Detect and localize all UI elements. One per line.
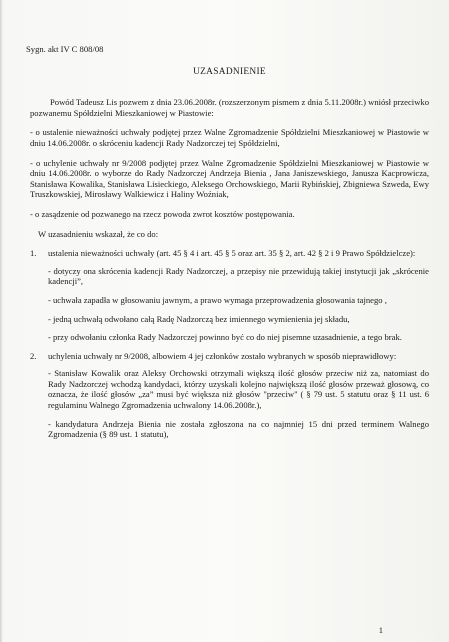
claim-item-2: - o uchylenie uchwały nr 9/2008 podjętej przez Walne Zgromadzenie Spółdzielni Mieszkaniowej w Piastowie w dniu 14.06.2008r. o wyborze do Rady Nadzorczej Andrzeja Bienia , Jana Janiszewskiego, Janusza Kacprowicza, Stanisława Kowalika, Stanisława Lisieckiego, Aleksego Orchowskiego, Marii Rybińskiej, Zbigniewa Szweda, Ewy Truszkowskiej, Mirosławy Walkiewicz i Haliny Woźniak, bbox=[30, 157, 429, 200]
claim-item-3: - o zasądzenie od pozwanego na rzecz powoda zwrot kosztów postępowania. bbox=[30, 208, 295, 219]
point-2-number: 2. bbox=[30, 350, 37, 361]
case-signature: Sygn. akt IV C 808/08 bbox=[26, 44, 104, 54]
point-2-sub-1: - Stanisław Kowalik oraz Aleksy Orchowski otrzymali większą ilość głosów przeciw niż za, natomiast do Rady Nadzorczej wchodzą kandydaci, którzy uzyskali kolejno największą ilość głosów przeważ głosową, co oznacza, że ilość głosów „za” musi być większa niż głosów "przeciw" ( § 79 ust. 5 statutu oraz § 11 ust. 6 regulaminu Walnego Zgromadzenia uchwalony 14.06.2008r.), bbox=[48, 368, 429, 411]
point-2-text: uchylenia uchwały nr 9/2008, albowiem 4 jej członków zostało wybranych w sposób nieprawidłowy: bbox=[48, 350, 397, 361]
point-2-sub-2: - kandydatura Andrzeja Bienia nie została zgłoszona na co najmniej 15 dni przed terminem Walnego Zgromadzenia (§ 89 ust. 1 statutu), bbox=[48, 418, 429, 440]
point-2 bbox=[30, 351, 429, 362]
point-1-text: ustalenia nieważności uchwały (art. 45 § 4 i art. 45 § 5 oraz art. 35 § 2, art. 42 § 2 i 9 Prawo Spółdzielcze): bbox=[48, 248, 416, 259]
point-1 bbox=[30, 248, 429, 259]
point-1-sub-3: - jedną uchwałą odwołano całą Radę Nadzorczą bez imiennego wymienienia jej składu, bbox=[48, 313, 350, 324]
point-1-sub-2: - uchwała zapadła w głosowaniu jawnym, a prawo wymaga przeprowadzenia głosowania tajnego , bbox=[48, 294, 387, 305]
intro-paragraph: Powód Tadeusz Lis pozwem z dnia 23.06.2008r. (rozszerzonym pismem z dnia 5.11.2008r.) wniósł przeciwko pozwanemu Spółdzielni Mieszkaniowej w Piastowie: bbox=[30, 97, 429, 118]
point-1-number: 1. bbox=[30, 248, 37, 259]
page-number: 1 bbox=[378, 625, 383, 636]
document-title: UZASADNIENIE bbox=[193, 66, 266, 77]
point-1-sub-1: - dotyczy ona skrócenia kadencji Rady Nadzorczej, a przepisy nie przewidują takiej instytucji jak „skrócenie kadencji”, bbox=[48, 265, 429, 287]
point-1-sub-4: - przy odwołaniu członka Rady Nadzorczej powinno być co do niej pisemne uzasadnienie, a tego brak. bbox=[48, 332, 402, 343]
justification-lead: W uzasadnieniu wskazał, że co do: bbox=[38, 228, 159, 239]
claim-item-1: - o ustalenie nieważności uchwały podjętej przez Walne Zgromadzenie Spółdzielni Mieszkaniowej w Piastowie w dniu 14.06.2008r. o skróceniu kadencji Rady Nadzorczej tej Spółdzielni, bbox=[30, 127, 429, 148]
